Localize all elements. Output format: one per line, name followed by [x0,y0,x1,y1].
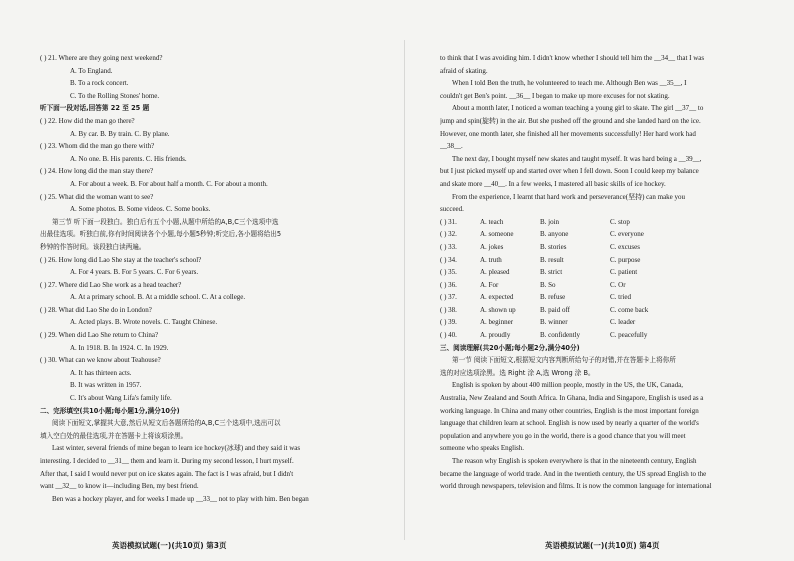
choice-number: ( ) 35. [440,268,457,277]
cloze-line-1: Last winter, several friends of mine began to learn ice hockey(冰球) and they said it was [52,444,301,453]
choice-b: B. winner [540,318,568,327]
page-footer-left: 英语模拟试题(一)(共10页) 第3页 [112,541,227,550]
cloze-cont-11: and skate more __40__. In a few weeks, I mastered all basic skills of ice hockey. [440,179,666,188]
choice-c: C. excuses [610,242,640,251]
choice-a: A. expected [480,293,514,302]
cloze-cont-6: jump and spin(旋转) in the air. But she pushed off the ground and she landed hard on the ice. [440,116,701,125]
reading-line-4: language that children learn at school. English is now used by nearly a quarter of the world's [440,419,699,428]
q22: ( ) 22. How did the man go there? [40,116,135,125]
page-footer-right: 英语模拟试题(一)(共10页) 第4页 [545,541,660,550]
q28: ( ) 28. What did Lao She do in London? [40,305,152,314]
q30-option-c: C. It's about Wang Lifa's family life. [70,394,172,403]
right-column [440,52,792,493]
choice-c: C. come back [610,305,649,314]
choice-b: B. join [540,217,560,226]
cloze-cont-7: However, one month later, she finished all her movements successfully! Her hard work had [440,129,696,138]
choice-b: B. anyone [540,230,569,239]
choice-a: A. For [480,280,499,289]
dialogue-instruction: 听下面一段对话,回答第 22 至 25 题 [40,104,150,113]
choice-row-39 [440,316,792,329]
reading-instruction-1: 第一节 阅读下面短文,根据短文内容判断所给句子的对错,并在答题卡上将你所 [452,356,676,365]
section3-instruction-3: 秒钟的作答时间。该段独白读两遍。 [40,242,146,251]
cloze-cont-10: but I just picked myself up and started over when I fell down. Soon I could keep my balance [440,167,699,176]
choice-a: A. someone [480,230,514,239]
choice-b: B. result [540,255,564,264]
choice-row-34 [440,254,792,267]
reading-line-9: world through newspapers, television and films. It is now the common language for international [440,482,712,491]
choice-number: ( ) 38. [440,305,457,314]
choice-number: ( ) 33. [440,242,457,251]
choice-b: B. confidently [540,331,581,340]
reading-line-3: working language. In China and many other countries, English is the most important foreign [440,406,699,415]
choice-a: A. shown up [480,305,516,314]
q21-option-a: A. To England. [70,66,113,75]
cloze-instruction-1: 阅读下面短文,掌握其大意,然后从短文后各题所给的A,B,C三个选项中,选出可以 [52,419,281,428]
choice-c: C. Or [610,280,626,289]
cloze-line-3: After that, I said I would never put on ice skates again. The fact is I was afraid, but I didn't [40,469,294,478]
choice-row-36 [440,279,792,292]
choice-row-35 [440,266,792,279]
reading-heading: 三、阅读理解(共20小题;每小题2分,满分40分) [440,343,580,352]
column-divider [404,40,405,540]
reading-line-6: someone who speaks English. [440,444,524,453]
q25-options: A. Some photos. B. Some videos. C. Some books. [70,205,211,214]
choice-number: ( ) 32. [440,230,457,239]
choice-row-31 [440,216,792,229]
cloze-cont-9: The next day, I bought myself new skates and taught myself. It was hard being a __39__, [452,154,702,163]
cloze-line-5: Ben was a hockey player, and for weeks I made up __33__ not to play with him. Ben began [52,494,309,503]
choice-a: A. proudly [480,331,511,340]
cloze-heading: 二、完形填空(共10小题;每小题1分,满分10分) [40,406,180,415]
q29-options: A. In 1918. B. In 1924. C. In 1929. [70,343,169,352]
cloze-cont-2: afraid of skating. [440,66,488,75]
reading-line-2: Australia, New Zealand and South Africa. In Ghana, India and Singapore, English is used as a [440,394,704,403]
choice-c: C. purpose [610,255,641,264]
choice-c: C. everyone [610,230,644,239]
reading-line-5: population and anywhere you go in the world, there is a good chance that you will meet [440,431,686,440]
choice-c: C. tried [610,293,631,302]
choice-number: ( ) 40. [440,331,457,340]
q26-options: A. For 4 years. B. For 5 years. C. For 6 years. [70,268,199,277]
cloze-line-2: interesting. I decided to __31__ them and learn it. During my second lesson, I hurt myself. [40,457,294,465]
q21: ( ) 21. Where are they going next weekend? [40,54,163,62]
q27-options: A. At a primary school. B. At a middle school. C. At a college. [70,293,246,302]
choice-number: ( ) 34. [440,255,457,264]
reading-line-8: became the language of world trade. And in the twentieth century, the US spread English to the [440,469,707,478]
q30-option-a: A. It has thirteen acts. [70,368,132,377]
choice-a: A. truth [480,255,502,264]
q21-option-b: B. To a rock concert. [70,79,129,88]
cloze-line-4: want __32__ to know it—including Ben, my best friend. [40,482,199,491]
choice-row-38 [440,304,792,317]
cloze-cont-12: From the experience, I learnt that hard work and perseverance(坚持) can make you [452,192,686,201]
q26: ( ) 26. How long did Lao She stay at the teacher's school? [40,255,202,264]
section3-instruction-1: 第三节 听下面一段独白。独白后有五个小题,从题中所给的A,B,C三个选项中选 [52,217,279,226]
q29: ( ) 29. When did Lao She return to China? [40,331,159,340]
choice-row-40 [440,329,792,342]
choice-c: C. leader [610,318,636,327]
cloze-cont-8: __38__. [440,142,463,151]
q30-option-b: B. It was written in 1957. [70,381,142,390]
reading-line-1: English is spoken by about 400 million people, mostly in the US, the UK, Canada, [452,381,683,390]
q24-options: A. For about a week. B. For about half a month. C. For about a month. [70,179,268,188]
choice-row-32 [440,228,792,241]
q27: ( ) 27. Where did Lao She work as a head teacher? [40,280,182,289]
reading-line-7: The reason why English is spoken everywhere is that in the nineteenth century, English [452,457,697,465]
section3-instruction-2: 出最佳选项。听独白前,你有时间阅读各个小题,每小题5秒钟;听完后,各小题将给出5 [40,230,282,239]
q22-options: A. By car. B. By train. C. By plane. [70,129,170,138]
choice-number: ( ) 37. [440,293,457,302]
choice-b: B. strict [540,268,563,277]
choice-number: ( ) 39. [440,318,457,327]
choice-b: B. paid off [540,305,571,314]
choice-number: ( ) 31. [440,217,457,226]
choice-row-33 [440,241,792,254]
choice-row-37 [440,291,792,304]
cloze-cont-5: About a month later, I noticed a woman teaching a young girl to skate. The girl __37__ to [452,104,704,113]
choice-c: C. patient [610,268,638,277]
reading-instruction-2: 选的对应选项涂黑。选 Right 涂 A,选 Wrong 涂 B。 [440,368,595,377]
choice-number: ( ) 36. [440,280,457,289]
q30: ( ) 30. What can we know about Teahouse? [40,356,161,365]
choice-a: A. pleased [480,268,510,277]
left-column [40,52,392,505]
choice-b: B. stories [540,242,567,251]
q24: ( ) 24. How long did the man stay there? [40,167,154,176]
cloze-cont-3: When I told Ben the truth, he volunteered to teach me. Although Ben was __35__, I [452,79,687,88]
choice-a: A. jokes [480,242,504,251]
q25: ( ) 25. What did the woman want to see? [40,192,154,201]
choice-b: B. So [540,280,556,289]
choice-a: A. teach [480,217,504,226]
q23: ( ) 23. Whom did the man go there with? [40,142,155,151]
choice-b: B. refuse [540,293,566,302]
cloze-instruction-2: 填入空白处的最佳选项,并在答题卡上将该项涂黑。 [40,431,188,440]
cloze-choices [440,216,792,342]
cloze-cont-13: succeed. [440,205,464,214]
q23-options: A. No one. B. His parents. C. His friends. [70,154,187,163]
cloze-cont-1: to think that I was avoiding him. I didn't know whether I should tell him the __34__ that I was [440,54,705,62]
q28-options: A. Acted plays. B. Wrote novels. C. Taught Chinese. [70,318,218,327]
choice-c: C. peacefully [610,331,648,340]
q21-option-c: C. To the Rolling Stones' home. [70,91,160,100]
choice-c: C. stop [610,217,630,226]
cloze-cont-4: couldn't get Ben's point. __36__ I began to make up more excuses for not skating. [440,91,670,100]
choice-a: A. beginner [480,318,514,327]
